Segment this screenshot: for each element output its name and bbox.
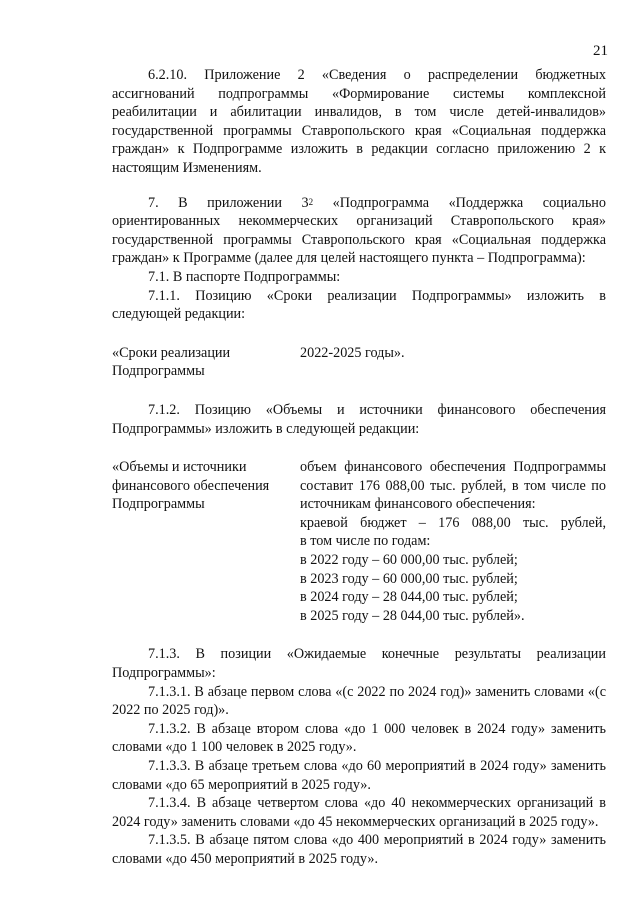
paragraph-7-1-3-5: 7.1.3.5. В абзаце пятом слова «до 400 мероприятий в 2024 году» заменить словами «до 450 мероприятий в 2025 году».: [112, 832, 606, 867]
position-implementation-period: [112, 344, 606, 381]
financing-year-row: в 2025 году – 28 044,00 тыс. рублей».: [300, 607, 525, 624]
financing-total: объем финансового обеспечения Подпрограммы составит 176 088,00 тыс. рублей, в том числе по источникам финансового обеспечения:: [300, 459, 606, 513]
document-body: [112, 66, 606, 869]
position-label: «Сроки реализации Подпрограммы: [112, 344, 231, 380]
position-value: 2022-2025 годы».: [300, 344, 405, 361]
paragraph-7: [112, 194, 606, 268]
paragraph-7-1-3: 7.1.3. В позиции «Ожидаемые конечные результаты реализации Подпрограммы»:: [112, 646, 606, 682]
paragraph-7-rest: «Подпрограмма «Поддержка социально ориентированных некоммерческих организаций Ставропольского края» государственной программы Ставропольского края «Социальная поддержка граждан» к Программе (далее для целей настоящего пункта – Подпрограмма):: [112, 194, 606, 267]
paragraph-6-2-10: 6.2.10. Приложение 2 «Сведения о распределении бюджетных ассигнований подпрограммы «Формирование системы комплексной реабилитации и абилитации инвалидов, в том числе детей-инвалидов» государственной программы Ставропольского края «Социальная поддержка граждан» к Подпрограмме изложить в редакции согласно приложению 2 к настоящим Изменениям.: [112, 67, 606, 176]
paragraph-7-1: 7.1. В паспорте Подпрограммы:: [148, 268, 341, 285]
financing-regional-budget: краевой бюджет – 176 088,00 тыс. рублей,: [300, 514, 606, 531]
paragraph-7-1-2: 7.1.2. Позицию «Объемы и источники финансового обеспечения Подпрограммы» изложить в следующей редакции:: [112, 401, 606, 437]
paragraph-7-1-3-1: 7.1.3.1. В абзаце первом слова «(с 2022 по 2024 год)» заменить словами «(с 2022 по 2025 год)».: [112, 683, 606, 719]
position-label: «Объемы и источники финансового обеспечения Подпрограммы: [112, 459, 270, 513]
paragraph-7-prefix: 7. В приложении 3: [148, 194, 309, 211]
financing-by-year-heading: в том числе по годам:: [300, 533, 431, 550]
position-financing: [112, 458, 606, 625]
paragraph-7-1-3-2: 7.1.3.2. В абзаце втором слова «до 1 000 человек в 2024 году» заменить словами «до 1 100 человек в 2025 году».: [112, 720, 606, 756]
paragraph-7-1-3-4: 7.1.3.4. В абзаце четвертом слова «до 40 некоммерческих организаций в 2024 году» заменить словами «до 45 некоммерческих организаций в 2025 году».: [112, 795, 606, 830]
paragraph-7-1-1: 7.1.1. Позицию «Сроки реализации Подпрограммы» изложить в следующей редакции:: [112, 287, 606, 323]
financing-year-row: в 2024 году – 28 044,00 тыс. рублей;: [300, 589, 518, 606]
paragraph-7-superscript: 2: [308, 196, 314, 207]
page-number: 21: [593, 43, 608, 59]
financing-year-row: в 2022 году – 60 000,00 тыс. рублей;: [300, 552, 518, 569]
paragraph-7-1-3-3: 7.1.3.3. В абзаце третьем слова «до 60 мероприятий в 2024 году» заменить словами «до 65 мероприятий в 2025 году».: [112, 758, 606, 793]
position-value: [300, 458, 606, 625]
financing-year-row: в 2023 году – 60 000,00 тыс. рублей;: [300, 570, 518, 587]
